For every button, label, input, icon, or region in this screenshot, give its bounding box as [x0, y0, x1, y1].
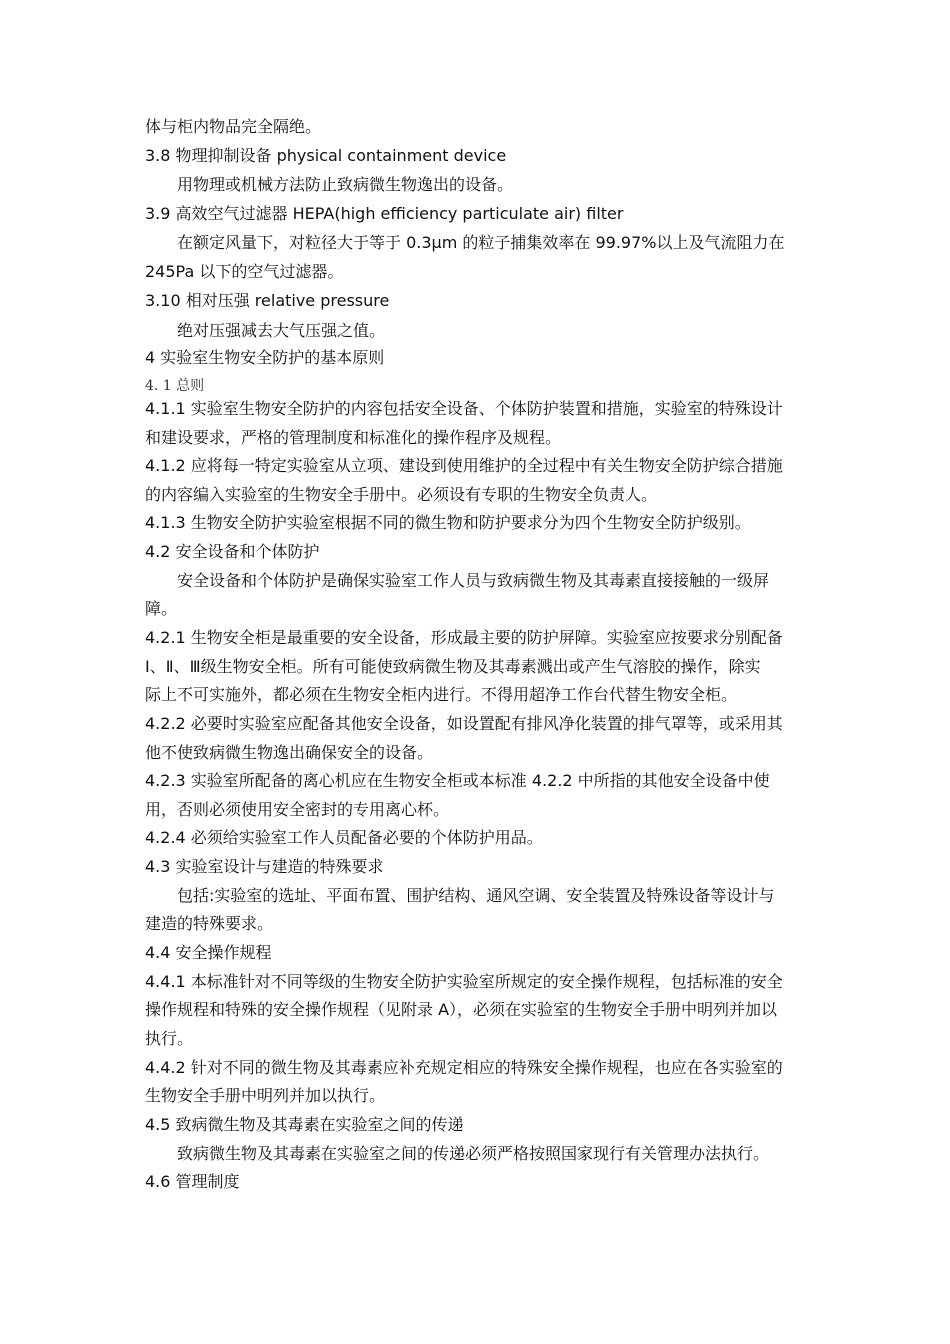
section-heading-4-3: 4.3 实验室设计与建造的特殊要求 — [145, 857, 384, 876]
text-line: 在额定风量下，对粒径大于等于 0.3μm 的粒子捕集效率在 99.97%以上及气流阻力在 — [177, 233, 785, 252]
text-line: 4.1.2 应将每一特定实验室从立项、建设到使用维护的全过程中有关生物安全防护综合措施 — [145, 456, 783, 475]
text-line: 和建设要求，严格的管理制度和标准化的操作程序及规程。 — [145, 428, 562, 447]
text-line: 安全设备和个体防护是确保实验室工作人员与致病微生物及其毒素直接接触的一级屏 — [177, 571, 770, 590]
text-line: 体与柜内物品完全隔绝。 — [145, 117, 322, 136]
section-heading-4-4: 4.4 安全操作规程 — [145, 943, 272, 962]
section-heading-4-2: 4.2 安全设备和个体防护 — [145, 542, 320, 561]
section-heading-3-10: 3.10 相对压强 relative pressure — [145, 291, 390, 310]
text-line: 4.1.1 实验室生物安全防护的内容包括安全设备、个体防护装置和措施，实验室的特殊设计 — [145, 399, 783, 418]
text-line: 4.1.3 生物安全防护实验室根据不同的微生物和防护要求分为四个生物安全防护级别。 — [145, 513, 751, 532]
text-line: 245Pa 以下的空气过滤器。 — [145, 262, 344, 281]
text-line: 4.4.1 本标准针对不同等级的生物安全防护实验室所规定的安全操作规程，包括标准的安全 — [145, 972, 783, 991]
section-heading-4-6: 4.6 管理制度 — [145, 1172, 240, 1191]
text-line: 4.2.4 必须给实验室工作人员配备必要的个体防护用品。 — [145, 828, 543, 847]
text-line: 的内容编入实验室的生物安全手册中。必须设有专职的生物安全负责人。 — [145, 485, 658, 504]
text-line: 用，否则必须使用安全密封的专用离心杯。 — [145, 800, 450, 819]
text-line: 4.2.1 生物安全柜是最重要的安全设备，形成最主要的防护屏障。实验室应按要求分别配备 — [145, 628, 783, 647]
text-line: 4.4.2 针对不同的微生物及其毒素应补充规定相应的特殊安全操作规程，也应在各实验室的 — [145, 1058, 783, 1077]
text-line: 包括:实验室的选址、平面布置、围护结构、通风空调、安全装置及特殊设备等设计与 — [177, 886, 775, 905]
section-heading-4-5: 4.5 致病微生物及其毒素在实验室之间的传递 — [145, 1115, 464, 1134]
text-line: 他不使致病微生物逸出确保安全的设备。 — [145, 743, 434, 762]
text-line: Ⅰ、Ⅱ、Ⅲ级生物安全柜。所有可能使致病微生物及其毒素溅出或产生气溶胶的操作，除实 — [145, 657, 761, 676]
text-line: 绝对压强减去大气压强之值。 — [177, 321, 386, 340]
section-heading-4-1: 4. 1 总则 — [145, 378, 205, 394]
text-line: 操作规程和特殊的安全操作规程（见附录 A），必须在实验室的生物安全手册中明列并加以 — [145, 1000, 778, 1019]
text-line: 建造的特殊要求。 — [145, 914, 274, 933]
section-heading-3-8: 3.8 物理抑制设备 physical containment device — [145, 146, 507, 165]
text-line: 4.2.2 必要时实验室应配备其他安全设备，如设置配有排风净化装置的排气罩等，或采用其 — [145, 714, 783, 733]
text-line: 用物理或机械方法防止致病微生物逸出的设备。 — [177, 175, 514, 194]
text-line: 执行。 — [145, 1029, 194, 1048]
text-line: 致病微生物及其毒素在实验室之间的传递必须严格按照国家现行有关管理办法执行。 — [177, 1144, 770, 1163]
text-line: 生物安全手册中明列并加以执行。 — [145, 1086, 386, 1105]
section-heading-3-9: 3.9 高效空气过滤器 HEPA(high efficiency particulate air) filter — [145, 204, 624, 223]
chapter-heading-4: 4 实验室生物安全防护的基本原则 — [145, 348, 385, 367]
text-line: 障。 — [145, 599, 178, 618]
text-line: 4.2.3 实验室所配备的离心机应在生物安全柜或本标准 4.2.2 中所指的其他安全设备中使 — [145, 771, 770, 790]
text-line: 际上不可实施外，都必须在生物安全柜内进行。不得用超净工作台代替生物安全柜。 — [145, 685, 738, 704]
